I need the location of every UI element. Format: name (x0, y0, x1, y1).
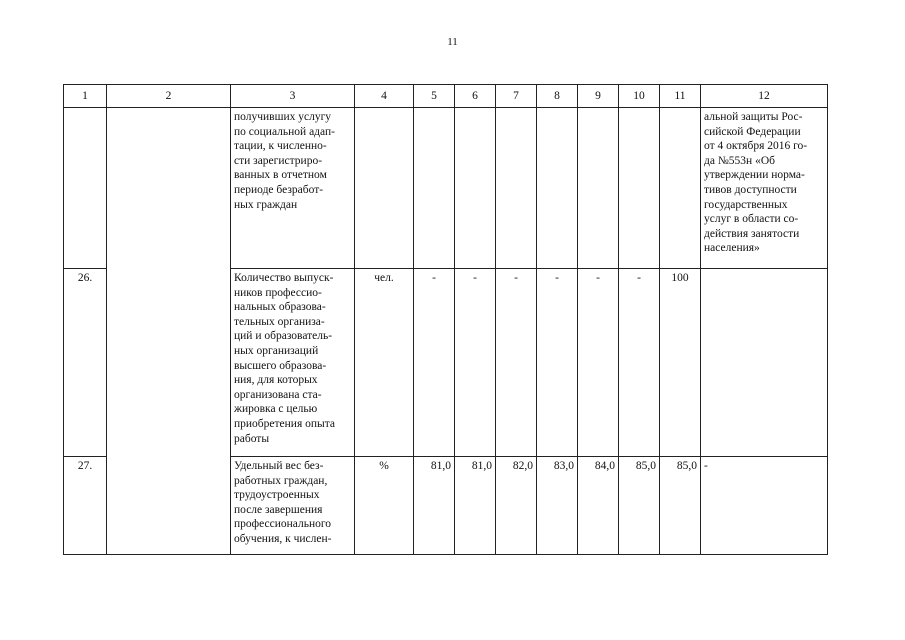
value-cell (619, 108, 660, 269)
indicator-line: ников профессио- (234, 286, 322, 299)
value-cell (578, 108, 619, 269)
value-cell (496, 108, 537, 269)
note-line: утверждении норма- (704, 169, 805, 182)
indicator-name (231, 269, 355, 457)
row-number: 26. (64, 269, 107, 457)
column-header: 9 (578, 85, 619, 108)
value-cell: - (414, 269, 455, 457)
row-number: 27. (64, 457, 107, 555)
value-cell: 83,0 (537, 457, 578, 555)
column-number-row (64, 85, 828, 108)
unit-cell: % (355, 457, 414, 555)
table-row (64, 108, 828, 269)
column-header: 6 (455, 85, 496, 108)
value-cell: 84,0 (578, 457, 619, 555)
indicator-line: работных граждан, (234, 474, 328, 487)
indicator-line: организована ста- (234, 388, 322, 401)
column-header: 7 (496, 85, 537, 108)
column-header: 2 (107, 85, 231, 108)
column-header: 5 (414, 85, 455, 108)
note-line: сийской Федерации (704, 125, 801, 138)
indicator-line: получивших услугу (234, 111, 332, 123)
indicator-name (231, 108, 355, 269)
indicator-line: приобретения опыта (234, 417, 336, 430)
value-cell (537, 108, 578, 269)
note-line: государственных (704, 198, 788, 211)
indicator-line: профессионального (234, 518, 332, 531)
indicator-line: ных организаций (234, 344, 319, 357)
note-line: от 4 октября 2016 го- (704, 140, 808, 153)
indicators-table (63, 84, 828, 555)
column-header: 10 (619, 85, 660, 108)
indicator-line: периоде безработ- (234, 183, 324, 196)
value-cell: - (496, 269, 537, 457)
value-cell: - (578, 269, 619, 457)
indicator-line: тации, к численно- (234, 140, 327, 153)
value-cell: 100 (660, 269, 701, 457)
page-number: 11 (447, 36, 458, 48)
value-cell: 81,0 (414, 457, 455, 555)
indicator-name (231, 457, 355, 555)
indicator-line: обучения, к числен- (234, 532, 332, 545)
indicator-line: Количество выпуск- (234, 272, 334, 284)
column-header: 8 (537, 85, 578, 108)
value-cell: - (455, 269, 496, 457)
indicator-line: ванных в отчетном (234, 169, 327, 182)
indicator-line: трудоустроенных (234, 489, 320, 502)
note-cell (701, 457, 828, 555)
note-line: населения» (704, 242, 760, 255)
value-cell (660, 108, 701, 269)
value-cell (414, 108, 455, 269)
column-header: 11 (660, 85, 701, 108)
value-cell: 81,0 (455, 457, 496, 555)
value-cell: 82,0 (496, 457, 537, 555)
note-line: да №553н «Об (704, 154, 775, 167)
indicator-line: жировка с целью (234, 403, 318, 416)
value-cell: - (537, 269, 578, 457)
indicator-line: после завершения (234, 503, 323, 516)
value-cell: - (619, 269, 660, 457)
indicator-line: высшего образова- (234, 359, 327, 372)
note-line: - (704, 460, 708, 472)
value-cell: 85,0 (619, 457, 660, 555)
program-cell (107, 108, 231, 555)
unit-cell (355, 108, 414, 269)
note-cell (701, 108, 828, 269)
value-cell (455, 108, 496, 269)
indicator-line: тельных организа- (234, 315, 325, 328)
indicator-line: нальных образова- (234, 301, 326, 314)
indicator-line: сти зарегистриро- (234, 154, 323, 167)
indicator-line: работы (234, 432, 270, 445)
row-number (64, 108, 107, 269)
value-cell: 85,0 (660, 457, 701, 555)
indicator-line: ния, для которых (234, 374, 318, 387)
indicator-line: Удельный вес без- (234, 460, 324, 472)
note-line: услуг в области со- (704, 213, 799, 226)
column-header: 4 (355, 85, 414, 108)
note-line: действия занятости (704, 227, 800, 240)
column-header: 3 (231, 85, 355, 108)
column-header: 12 (701, 85, 828, 108)
note-line: тивов доступности (704, 183, 797, 196)
column-header: 1 (64, 85, 107, 108)
note-line: альной защиты Рос- (704, 111, 803, 123)
indicator-line: ций и образователь- (234, 330, 333, 343)
indicator-line: ных граждан (234, 198, 298, 211)
indicator-line: по социальной адап- (234, 125, 335, 138)
note-cell (701, 269, 828, 457)
unit-cell: чел. (355, 269, 414, 457)
